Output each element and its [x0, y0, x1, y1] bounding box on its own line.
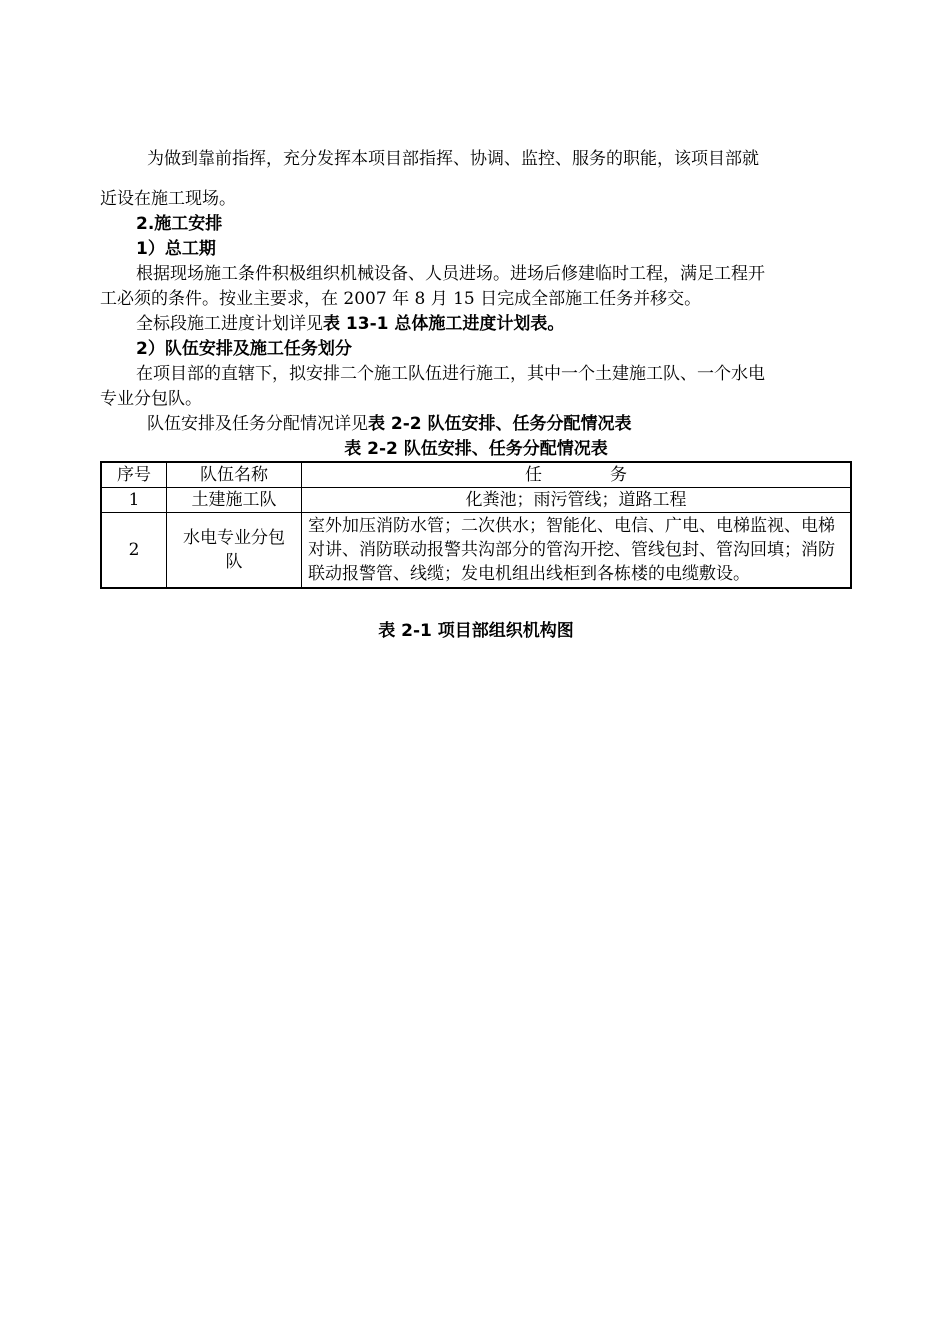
- header-no: 序号: [101, 462, 167, 488]
- table-caption: 表 2-2 队伍安排、任务分配情况表: [344, 439, 608, 459]
- cell-no: 2: [101, 513, 167, 589]
- paragraph-line: 为做到靠前指挥，充分发挥本项目部指挥、协调、监控、服务的职能，该项目部就: [147, 149, 759, 169]
- header-team: 队伍名称: [167, 462, 302, 488]
- paragraph-line: 在项目部的直辖下，拟安排二个施工队伍进行施工，其中一个土建施工队、一个水电: [136, 364, 765, 384]
- header-task: [302, 462, 852, 488]
- table-reference: 表 13-1 总体施工进度计划表。: [323, 314, 565, 334]
- header-task-char: 任: [525, 465, 542, 485]
- paragraph-line: 工必须的条件。按业主要求，在 2007 年 8 月 15 日完成全部施工任务并移交。: [100, 289, 702, 309]
- figure-caption: 表 2-1 项目部组织机构图: [378, 621, 574, 641]
- cell-no: 1: [101, 488, 167, 513]
- subsection-heading: 1）总工期: [136, 239, 216, 259]
- paragraph-line: [147, 413, 632, 435]
- cell-task: 化粪池；雨污管线；道路工程: [302, 488, 852, 513]
- paragraph-line: 近设在施工现场。: [100, 189, 236, 209]
- paragraph-text: 全标段施工进度计划详见: [136, 314, 323, 334]
- table-row: [101, 488, 851, 513]
- paragraph-line: [136, 313, 564, 335]
- cell-team: 水电专业分包队: [167, 513, 302, 589]
- task-allocation-table: [100, 461, 852, 589]
- subsection-heading: 2）队伍安排及施工任务划分: [136, 339, 352, 359]
- paragraph-line: 根据现场施工条件积极组织机械设备、人员进场。进场后修建临时工程，满足工程开: [136, 264, 765, 284]
- cell-team: 土建施工队: [167, 488, 302, 513]
- paragraph-text: 队伍安排及任务分配情况详见: [147, 414, 368, 434]
- section-heading: 2.施工安排: [136, 214, 223, 234]
- table-header-row: [101, 462, 851, 488]
- paragraph-line: 专业分包队。: [100, 389, 202, 409]
- table-reference: 表 2-2 队伍安排、任务分配情况表: [368, 414, 632, 434]
- header-task-char: 务: [610, 465, 627, 485]
- cell-task: 室外加压消防水管；二次供水；智能化、电信、广电、电梯监视、电梯对讲、消防联动报警共沟部分的管沟开挖、管线包封、管沟回填；消防联动报警管、线缆；发电机组出线柜到各栋楼的电缆敷设。: [302, 513, 852, 589]
- table-row: [101, 513, 851, 589]
